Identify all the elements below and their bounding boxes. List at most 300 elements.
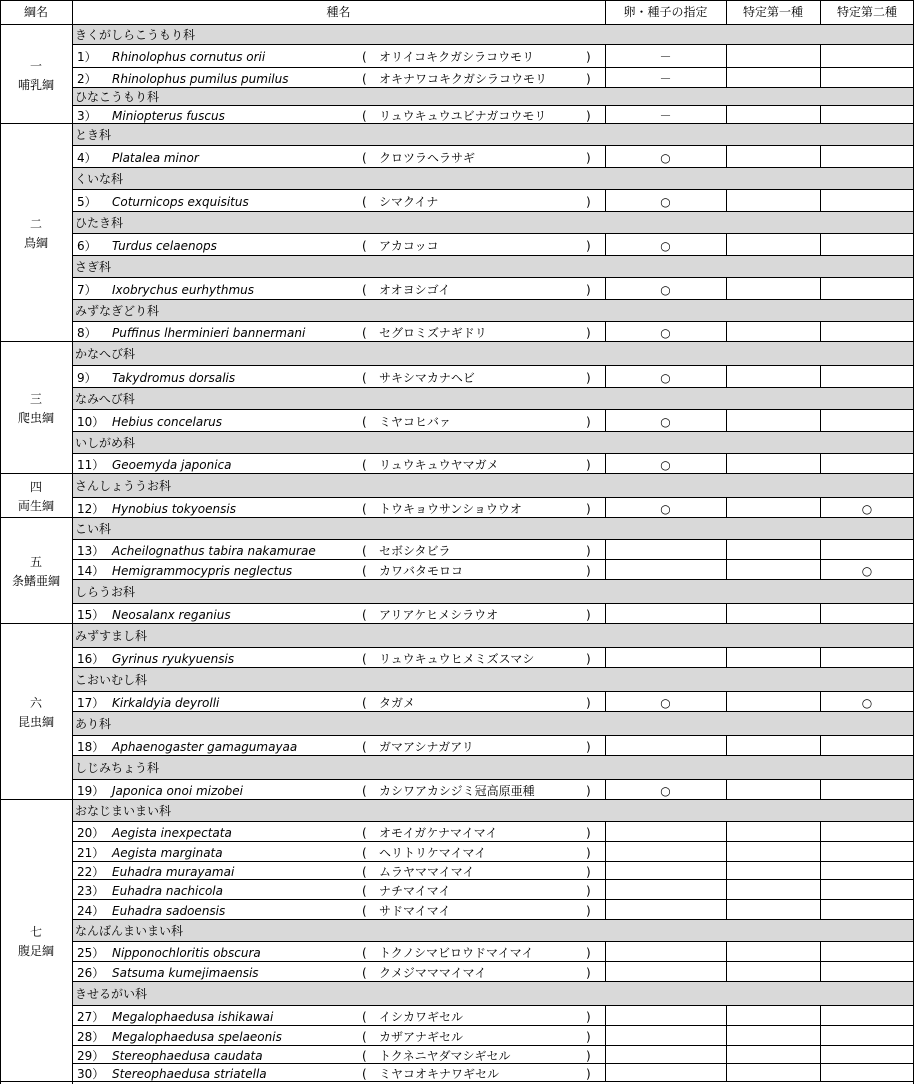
table-row [72,410,914,432]
close-paren: ) [586,564,591,578]
species-name-cell [72,540,605,560]
species-number: 18） [77,740,105,754]
grid-line [820,880,821,900]
grid-line [726,780,727,800]
species-name-cell [72,106,605,124]
egg-designation-mark [605,880,726,900]
species-number: 4） [77,151,97,165]
species-name-cell [72,780,605,800]
specific-first-mark [726,410,820,432]
specific-second-mark [820,454,914,474]
close-paren: ) [586,904,591,918]
class-number: 六 [29,696,42,710]
specific-second-mark: ○ [861,502,873,516]
table-row [72,692,914,712]
specific-second-mark [820,1064,914,1082]
table-row [72,68,914,88]
grid-line [726,190,727,212]
egg-designation-mark [605,1026,726,1046]
family-header: こおいむし科 [72,668,914,692]
japanese-name: オキナワコキクガシラコウモリ [379,72,548,86]
species-number: 9） [77,371,97,385]
specific-second-mark [820,1046,914,1064]
class-name: 昆虫綱 [17,715,54,729]
specific-first-mark [726,942,820,962]
family-header: いしがめ科 [72,432,914,454]
japanese-name: サドマイマイ [379,904,451,918]
specific-second-mark [820,190,914,212]
grid-line [726,68,727,88]
japanese-name: アカコッコ [379,239,439,253]
close-paren: ) [586,544,591,558]
close-paren: ) [586,946,591,960]
family-header: ひなこうもり科 [72,88,914,106]
open-paren: ( [362,740,367,754]
species-name-cell [72,68,605,88]
close-paren: ) [586,283,591,297]
specific-second-mark: ○ [861,564,873,578]
grid-line [605,962,606,982]
specific-second-mark [820,780,914,800]
grid-line [820,962,821,982]
species-number: 13） [77,544,105,558]
grid-line [726,1064,727,1082]
species-number: 16） [77,652,105,666]
egg-designation-mark: － [659,72,672,86]
egg-designation-mark: ○ [660,239,671,253]
open-paren: ( [362,283,367,297]
specific-first-mark [726,900,820,920]
grid-line [726,842,727,862]
scientific-name: Euhadra murayamai [112,865,235,879]
egg-designation-mark [605,736,726,756]
open-paren: ( [362,865,367,879]
species-name-cell [72,862,605,880]
table-row [72,366,914,388]
grid-line [726,410,727,432]
open-paren: ( [362,564,367,578]
specific-first-mark [726,540,820,560]
grid-line [820,1046,821,1064]
specific-first-mark [726,648,820,668]
specific-second-mark [820,410,914,432]
japanese-name: サキシマカナヘビ [379,371,475,385]
grid-line [605,278,606,300]
specific-second-mark [820,648,914,668]
grid-line [0,24,914,25]
grid-line [605,1064,606,1082]
grid-line [605,190,606,212]
family-header: とき科 [72,124,914,146]
grid-line [820,106,821,124]
species-number: 10） [77,415,105,429]
species-name-cell [72,234,605,256]
open-paren: ( [362,109,367,123]
japanese-name: イシカワギセル [379,1010,464,1024]
table-row [72,278,914,300]
table-row [72,1046,914,1064]
scientific-name: Kirkaldyia deyrolli [112,696,220,710]
table-row [72,146,914,168]
grid-line [820,0,821,25]
close-paren: ) [586,966,591,980]
species-name-cell [72,842,605,862]
grid-line [820,648,821,668]
class-number: 三 [29,392,42,406]
specific-first-mark [726,1006,820,1026]
scientific-name: Turdus celaenops [112,239,217,253]
egg-designation-mark [605,1046,726,1064]
japanese-name: カシワアカシジミ冠高原亜種 [379,784,535,798]
japanese-name: クロツラヘラサギ [379,151,476,165]
grid-line [605,1006,606,1026]
scientific-name: Neosalanx reganius [112,608,231,622]
egg-designation-mark [605,962,726,982]
species-number: 11） [77,458,105,472]
grid-line [726,648,727,668]
open-paren: ( [362,502,367,516]
scientific-name: Ixobrychus eurhythmus [112,283,254,297]
class-cell [0,124,72,342]
grid-line [820,410,821,432]
close-paren: ) [586,415,591,429]
egg-designation-mark [605,540,726,560]
class-cell [0,342,72,474]
close-paren: ) [586,371,591,385]
specific-first-mark [726,146,820,168]
grid-line [726,692,727,712]
species-number: 30） [77,1067,105,1081]
specific-first-mark [726,498,820,518]
close-paren: ) [586,608,591,622]
species-number: 26） [77,966,105,980]
grid-line [820,822,821,842]
species-number: 28） [77,1030,105,1044]
specific-first-mark [726,68,820,88]
japanese-name: ミヤコオキナワギセル [379,1067,500,1081]
species-number: 17） [77,696,105,710]
family-header: きせるがい科 [72,982,914,1006]
scientific-name: Stereophaedusa striatella [112,1067,267,1081]
specific-first-mark [726,234,820,256]
table-row [72,234,914,256]
specific-first-mark [726,880,820,900]
grid-line [605,540,606,560]
scientific-name: Aegista inexpectata [112,826,232,840]
table-row [72,1006,914,1026]
class-number: 一 [29,58,42,73]
grid-line [726,862,727,880]
close-paren: ) [586,50,591,64]
species-number: 29） [77,1049,105,1063]
grid-line [820,322,821,342]
specific-second-mark [820,366,914,388]
close-paren: ) [586,151,591,165]
specific-first-mark [726,962,820,982]
family-header: しらうお科 [72,580,914,604]
specific-first-mark [726,604,820,624]
species-number: 25） [77,946,105,960]
specific-first-mark [726,560,820,580]
grid-line [605,498,606,518]
species-number: 21） [77,846,105,860]
class-number: 二 [29,217,42,231]
egg-designation-mark [605,822,726,842]
species-name-cell [72,648,605,668]
class-cell [0,800,72,1082]
species-name-cell [72,45,605,68]
grid-line [605,410,606,432]
species-name-cell [72,146,605,168]
family-header: みずなぎどり科 [72,300,914,322]
grid-line [605,692,606,712]
table-row [72,780,914,800]
grid-line [605,454,606,474]
species-name-cell [72,454,605,474]
specific-second-mark [820,278,914,300]
egg-designation-mark: ○ [660,283,671,297]
specific-first-mark [726,366,820,388]
header-species: 種名 [326,5,351,19]
egg-designation-mark [605,560,726,580]
open-paren: ( [362,151,367,165]
species-number: 12） [77,502,105,516]
species-name-cell [72,880,605,900]
egg-designation-mark [605,862,726,880]
egg-designation-mark: ○ [660,458,671,472]
egg-designation-mark: ○ [660,195,671,209]
specific-second-mark [820,322,914,342]
species-name-cell [72,900,605,920]
grid-line [726,498,727,518]
open-paren: ( [362,1049,367,1063]
close-paren: ) [586,784,591,798]
grid-line [72,0,73,1084]
species-number: 6） [77,239,97,253]
open-paren: ( [362,239,367,253]
open-paren: ( [362,608,367,622]
egg-designation-mark [605,842,726,862]
close-paren: ) [586,865,591,879]
scientific-name: Nipponochloritis obscura [112,946,261,960]
grid-line [726,942,727,962]
class-cell [0,25,72,124]
open-paren: ( [362,884,367,898]
specific-second-mark [820,822,914,842]
grid-line [605,736,606,756]
specific-second-mark [820,146,914,168]
specific-second-mark [820,45,914,68]
egg-designation-mark: ○ [660,151,671,165]
scientific-name: Euhadra nachicola [112,884,223,898]
specific-second-mark [820,68,914,88]
scientific-name: Coturnicops exquisitus [112,195,249,209]
egg-designation-mark: ○ [660,502,671,516]
grid-line [605,0,606,25]
grid-line [605,648,606,668]
egg-designation-mark [605,648,726,668]
species-number: 5） [77,195,97,209]
header-class: 綱名 [23,5,48,19]
close-paren: ) [586,109,591,123]
japanese-name: カザアナギセル [379,1030,464,1044]
species-name-cell [72,822,605,842]
table-row [72,822,914,842]
scientific-name: Aegista marginata [112,846,223,860]
table-row [72,900,914,920]
specific-first-mark [726,692,820,712]
scientific-name: Takydromus dorsalis [112,371,236,385]
japanese-name: ガマアシナガアリ [379,740,474,754]
header-specific-first: 特定第一種 [742,5,803,19]
open-paren: ( [362,846,367,860]
species-name-cell [72,942,605,962]
scientific-name: Geoemyda japonica [112,458,232,472]
specific-second-mark [820,862,914,880]
table-row [72,540,914,560]
species-name-cell [72,322,605,342]
japanese-name: トクネニヤダマシギセル [379,1049,511,1063]
species-number: 24） [77,904,105,918]
table-row [72,45,914,68]
species-number: 23） [77,884,105,898]
grid-line [726,454,727,474]
japanese-name: リュウキュウユビナガコウモリ [379,109,547,123]
species-name-cell [72,366,605,388]
close-paren: ) [586,696,591,710]
specific-second-mark [820,842,914,862]
grid-line [726,1046,727,1064]
open-paren: ( [362,696,367,710]
specific-first-mark [726,106,820,124]
open-paren: ( [362,415,367,429]
specific-first-mark [726,1046,820,1064]
species-number: 8） [77,326,97,340]
open-paren: ( [362,195,367,209]
table-row [72,560,914,580]
scientific-name: Rhinolophus cornutus orii [112,50,266,64]
specific-second-mark [820,234,914,256]
grid-line [726,540,727,560]
species-number: 1） [77,50,97,64]
japanese-name: ナチマイマイ [379,884,451,898]
japanese-name: アリアケヒメシラウオ [379,608,499,622]
grid-line [605,322,606,342]
grid-line [820,146,821,168]
table-row [72,322,914,342]
grid-line [820,454,821,474]
family-header: ひたき科 [72,212,914,234]
scientific-name: Hebius concelarus [112,415,223,429]
egg-designation-mark: ○ [660,371,671,385]
specific-second-mark [820,962,914,982]
family-header: かなへび科 [72,342,914,366]
species-name-cell [72,962,605,982]
egg-designation-mark: ○ [660,696,671,710]
open-paren: ( [362,544,367,558]
japanese-name: セグロミズナギドリ [379,326,487,340]
egg-designation-mark [605,604,726,624]
egg-designation-mark: ○ [660,784,671,798]
japanese-name: カワバタモロコ [379,564,464,578]
grid-line [820,190,821,212]
grid-line [820,68,821,88]
table-row [72,604,914,624]
grid-line [820,780,821,800]
species-number: 2） [77,72,97,86]
class-name: 爬虫綱 [17,411,54,425]
grid-line [726,234,727,256]
species-number: 19） [77,784,105,798]
class-number: 五 [29,555,42,569]
specific-second-mark [820,900,914,920]
class-name: 哺乳綱 [17,77,54,92]
specific-second-mark [820,880,914,900]
family-header: さんしょううお科 [72,474,914,498]
japanese-name: オモイガケナマイマイ [379,826,498,840]
table-row [72,862,914,880]
table-row [72,880,914,900]
close-paren: ) [586,72,591,86]
species-number: 14） [77,564,105,578]
scientific-name: Hynobius tokyoensis [112,502,236,516]
table-row [72,648,914,668]
close-paren: ) [586,195,591,209]
family-header: こい科 [72,518,914,540]
species-name-cell [72,410,605,432]
grid-line [820,1064,821,1082]
table-row [72,1064,914,1082]
scientific-name: Gyrinus ryukyuensis [112,652,235,666]
table-row [72,190,914,212]
specific-first-mark [726,322,820,342]
close-paren: ) [586,239,591,253]
family-header: あり科 [72,712,914,736]
class-cell [0,518,72,624]
class-cell [0,474,72,518]
grid-line [726,962,727,982]
specific-first-mark [726,278,820,300]
grid-line [820,692,821,712]
grid-line [605,942,606,962]
grid-line [605,68,606,88]
grid-line [726,106,727,124]
grid-line [726,1006,727,1026]
close-paren: ) [586,740,591,754]
table-row [72,842,914,862]
close-paren: ) [586,1010,591,1024]
open-paren: ( [362,458,367,472]
open-paren: ( [362,326,367,340]
grid-line [72,1081,914,1082]
class-number: 四 [29,480,42,494]
japanese-name: セボシタビラ [379,544,451,558]
grid-line [605,146,606,168]
class-number: 七 [29,925,42,939]
grid-line [726,0,727,25]
species-number: 3） [77,109,97,123]
specific-second-mark [820,1006,914,1026]
japanese-name: リュウキュウヒメミズスマシ [379,652,535,666]
species-name-cell [72,560,605,580]
egg-designation-mark: － [659,109,672,123]
grid-line [605,862,606,880]
open-paren: ( [362,371,367,385]
family-header: みずすまし科 [72,624,914,648]
specific-first-mark [726,842,820,862]
grid-line [0,0,914,1]
grid-line [820,1006,821,1026]
